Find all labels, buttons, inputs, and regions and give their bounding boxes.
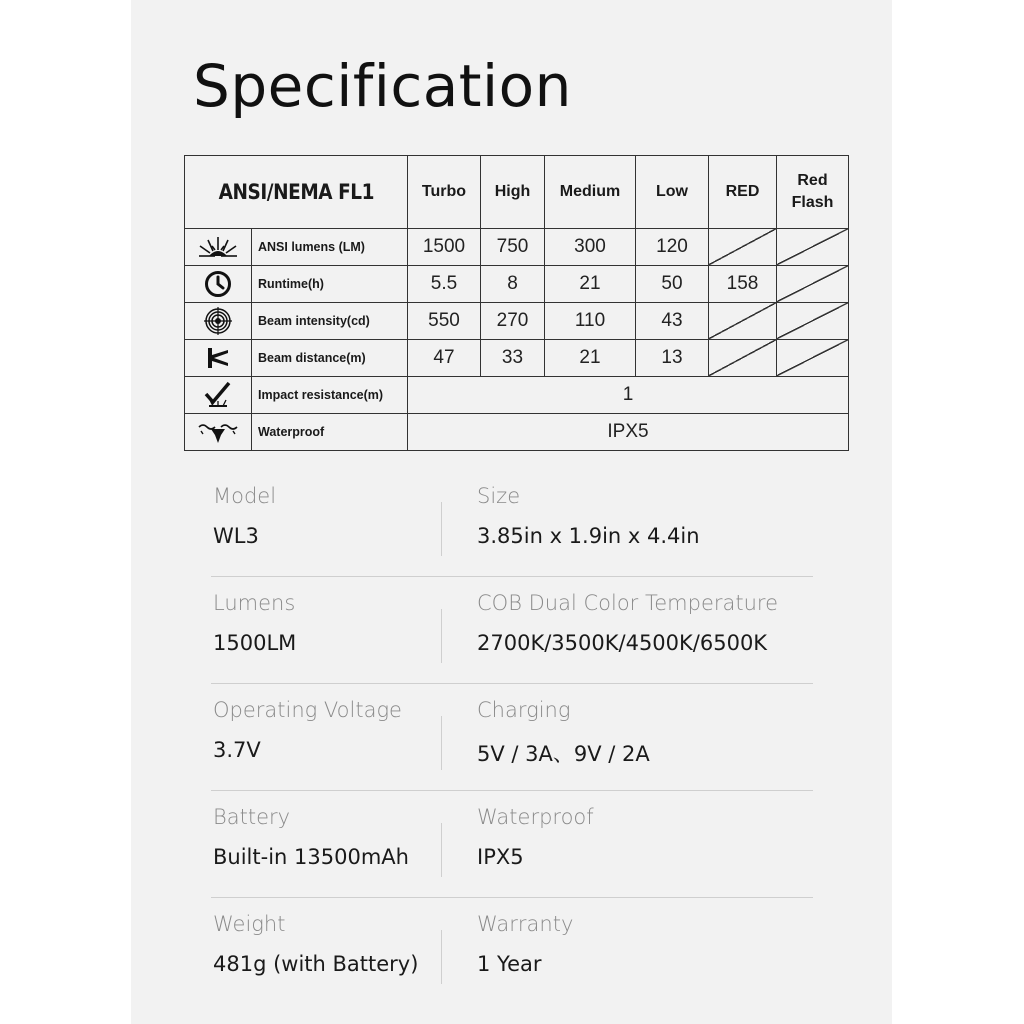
empty-cell: [709, 303, 777, 340]
detail-label: Lumens: [213, 591, 296, 615]
table-header-row: [185, 156, 849, 229]
row-label: Impact resistance(m): [252, 377, 408, 414]
cell-value: 270: [481, 303, 545, 340]
detail-row: [211, 791, 813, 898]
detail-value: 481g (with Battery): [213, 952, 419, 976]
detail-value: Built-in 13500mAh: [213, 845, 409, 869]
cell-value: 1500: [408, 229, 481, 266]
column-divider: [441, 930, 442, 984]
merged-value: 1: [408, 377, 849, 414]
column-divider: [441, 609, 442, 663]
empty-cell: [777, 340, 849, 377]
mode-header: Turbo: [408, 156, 481, 229]
row-label: Beam distance(m): [252, 340, 408, 377]
clock-icon: [185, 266, 252, 303]
detail-value: 2700K/3500K/4500K/6500K: [477, 631, 768, 655]
table-row: [185, 414, 849, 451]
detail-row: [211, 577, 813, 684]
detail-value: 1500LM: [213, 631, 297, 655]
detail-label: Weight: [213, 912, 286, 936]
mode-header: Red Flash: [777, 156, 849, 229]
cell-value: 110: [545, 303, 636, 340]
detail-label: Battery: [213, 805, 291, 829]
details-list: [211, 470, 813, 1004]
row-label: Beam intensity(cd): [252, 303, 408, 340]
row-label: Runtime(h): [252, 266, 408, 303]
detail-label: Warranty: [477, 912, 574, 936]
cell-value: 120: [636, 229, 709, 266]
detail-row: [211, 470, 813, 577]
table-row: [185, 340, 849, 377]
detail-value: 3.7V: [213, 738, 261, 762]
detail-label: Waterproof: [477, 805, 594, 829]
cell-value: 21: [545, 266, 636, 303]
row-label: Waterproof: [252, 414, 408, 451]
impact-check-icon: [185, 377, 252, 414]
detail-value: IPX5: [477, 845, 524, 869]
detail-label: COB Dual Color Temperature: [477, 591, 779, 615]
spec-table: [184, 155, 849, 451]
detail-label: Charging: [477, 698, 571, 722]
detail-value: 1 Year: [477, 952, 542, 976]
cell-value: 21: [545, 340, 636, 377]
cell-value: 8: [481, 266, 545, 303]
column-divider: [441, 502, 442, 556]
empty-cell: [777, 303, 849, 340]
row-label: ANSI lumens (LM): [252, 229, 408, 266]
detail-value: WL3: [213, 524, 259, 548]
detail-label: Operating Voltage: [213, 698, 402, 722]
empty-cell: [777, 229, 849, 266]
detail-label: Size: [477, 484, 521, 508]
sun-burst-icon: [185, 229, 252, 266]
cell-value: 33: [481, 340, 545, 377]
column-divider: [441, 716, 442, 770]
beam-distance-icon: [185, 340, 252, 377]
cell-value: 300: [545, 229, 636, 266]
cell-value: 158: [709, 266, 777, 303]
empty-cell: [777, 266, 849, 303]
cell-value: 5.5: [408, 266, 481, 303]
detail-value: 5V / 3A、9V / 2A: [477, 742, 650, 766]
table-row: [185, 377, 849, 414]
mode-header: Low: [636, 156, 709, 229]
detail-row: [211, 684, 813, 791]
detail-row: [211, 898, 813, 1004]
cell-value: 750: [481, 229, 545, 266]
empty-cell: [709, 340, 777, 377]
cell-value: 550: [408, 303, 481, 340]
target-icon: [185, 303, 252, 340]
merged-value: IPX5: [408, 414, 849, 451]
detail-value: 3.85in x 1.9in x 4.4in: [477, 524, 700, 548]
column-divider: [441, 823, 442, 877]
mode-header: High: [481, 156, 545, 229]
table-row: [185, 229, 849, 266]
empty-cell: [709, 229, 777, 266]
mode-header: RED: [709, 156, 777, 229]
cell-value: 50: [636, 266, 709, 303]
cell-value: 43: [636, 303, 709, 340]
detail-label: Model: [213, 484, 277, 508]
page-title: Specification: [193, 52, 572, 120]
water-drops-icon: [185, 414, 252, 451]
table-row: [185, 266, 849, 303]
mode-header: Medium: [545, 156, 636, 229]
cell-value: 47: [408, 340, 481, 377]
table-row: [185, 303, 849, 340]
cell-value: 13: [636, 340, 709, 377]
standard-header: ANSI/NEMA FL1: [185, 156, 408, 229]
